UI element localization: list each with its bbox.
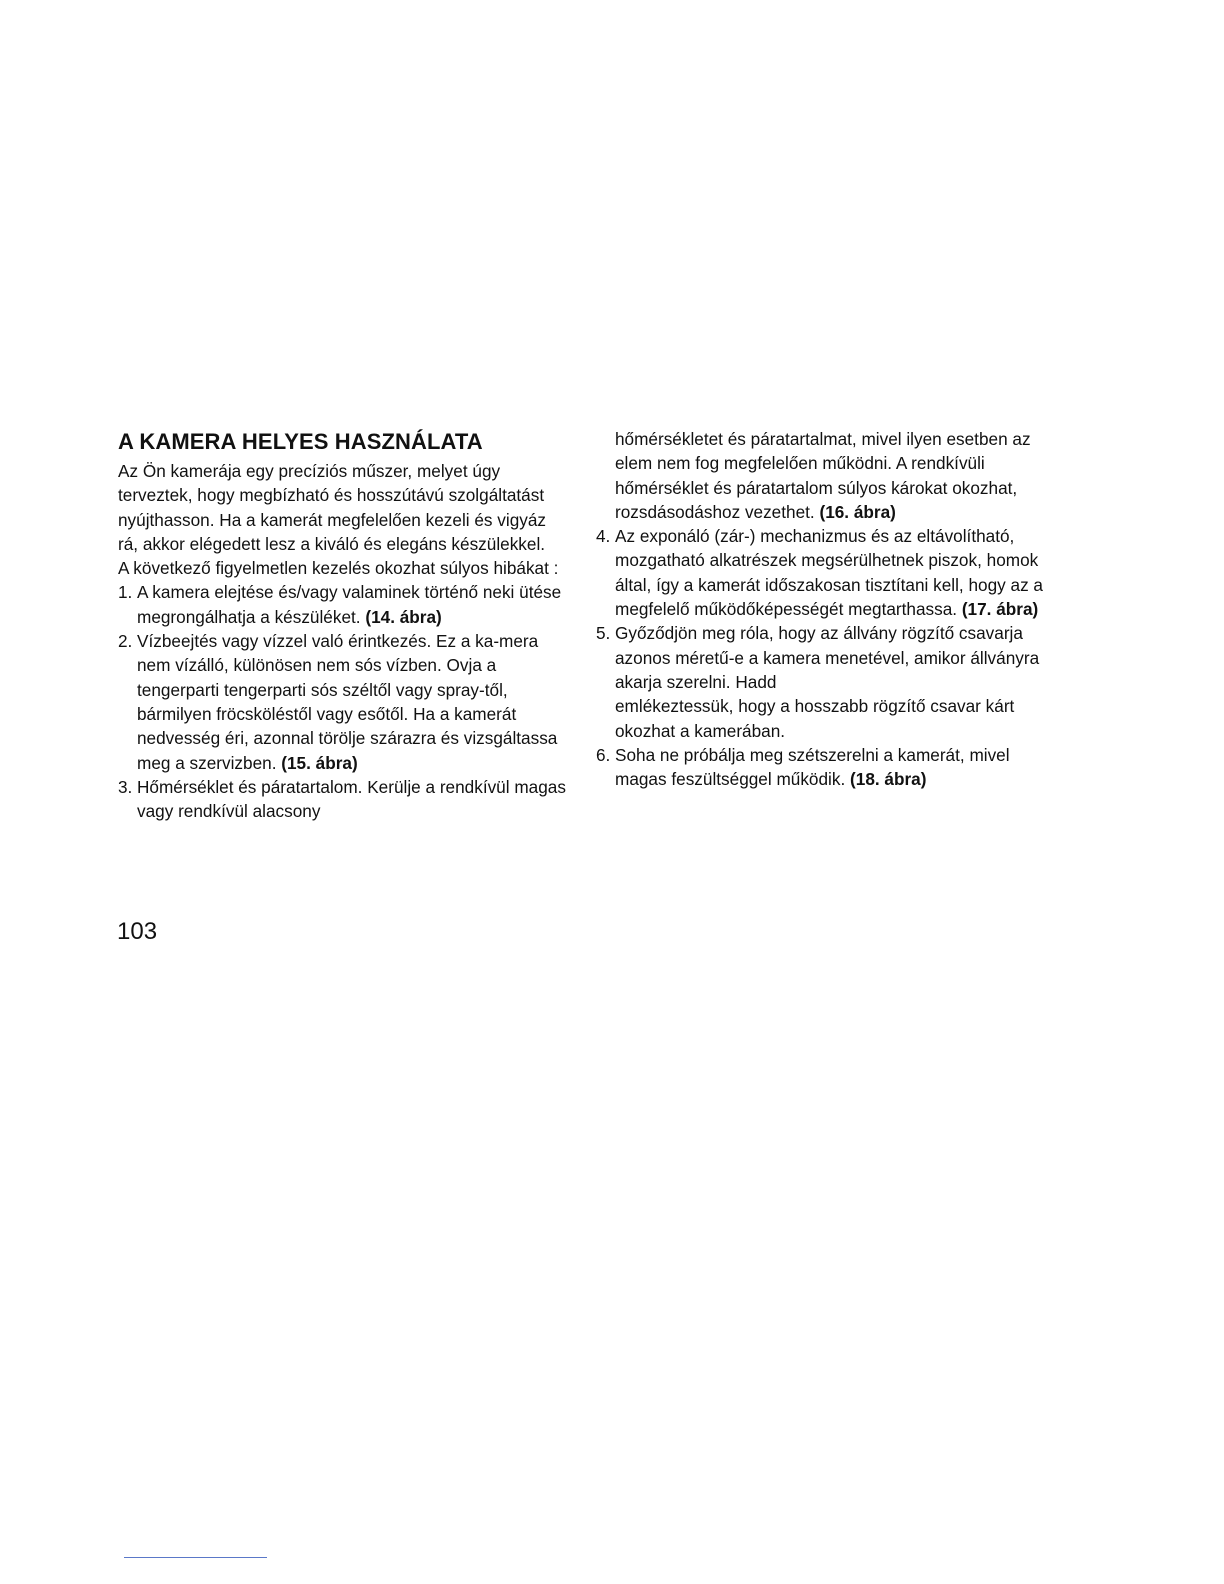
list-item [596,524,1056,621]
item-number: 5. [596,623,611,644]
item-text: A kamera elejtése és/vagy valaminek történő neki ütése megrongálhatja a készüléket. (14. ábra) [137,582,562,627]
list-item [118,580,568,629]
list-item [596,743,1056,792]
figure-ref: (18. ábra) [850,769,927,790]
item-text: Az exponáló (zár-) mechanizmus és az eltávolítható, mozgatható alkatrészek megsérülhetnek piszok, homok által, így a kamerát időszakosan tisztítani kell, hogy az a megfelelő működőképességét megtarthassa. (17. ábra) [615,526,1043,620]
list-item [596,621,1056,742]
item-number: 6. [596,744,611,765]
item-number: 3. [118,776,133,797]
figure-ref: (14. ábra) [365,606,442,627]
item-text: Hőmérséklet és páratartalom. Kerülje a rendkívül magas vagy rendkívül alacsony [137,776,566,822]
item-number: 4. [596,526,611,547]
bottom-rule [124,1557,267,1558]
left-column [118,428,568,823]
item-number: 1. [118,582,133,603]
item-continuation: hőmérsékletet és páratartalmat, mivel ilyen esetben az elem nem fog megfelelően működni. A rendkívüli hőmérséklet és páratartalom súlyos károkat okozhat, rozsdásodáshoz vezethet. (16. ábra) [615,429,1031,522]
list-item [118,775,568,824]
figure-ref: (15. ábra) [281,752,358,773]
intro-paragraph: Az Ön kamerája egy precíziós műszer, melyet úgy terveztek, hogy megbízható és hosszútávú szolgáltatást nyújthasson. Ha a kamerát megfelelően kezeli és vigyáz rá, akkor elégedett lesz a kiváló és elegáns készülekkel. [118,461,547,554]
intro-paragraph: A következő figyelmetlen kezelés okozhat súlyos hibákat : [118,558,559,579]
item-number: 2. [118,631,133,652]
page-number: 103 [117,918,158,945]
item-text: Soha ne próbálja meg szétszerelni a kamerát, mivel magas feszültséggel működik. (18. ábra) [615,744,1010,790]
page-title: A KAMERA HELYES HASZNÁLATA [118,429,483,454]
figure-ref: (16. ábra) [819,501,896,522]
item-text: Vízbeejtés vagy vízzel való érintkezés. Ez a ka-mera nem vízálló, különösen nem sós vízben. Ovja a tengerparti tengerparti sós széltől vagy spray-től, bármilyen fröcsköléstől vagy esőtől. Ha a kamerát nedvesség éri, azonnal törölje szárazra és vizsgáltassa meg a szervizben. (15. ábra) [137,631,558,773]
figure-ref: (17. ábra) [961,599,1039,620]
list-item [118,629,568,775]
right-column [596,427,1056,791]
item-text: Győződjön meg róla, hogy az állvány rögzítő csavarja azonos méretű-e a kamera menetével, amikor állványra akarja szerelni. Hadd emlékeztessük, hogy a hosszabb rögzítő csavar kárt okozhat a kamerában. [615,623,1040,741]
